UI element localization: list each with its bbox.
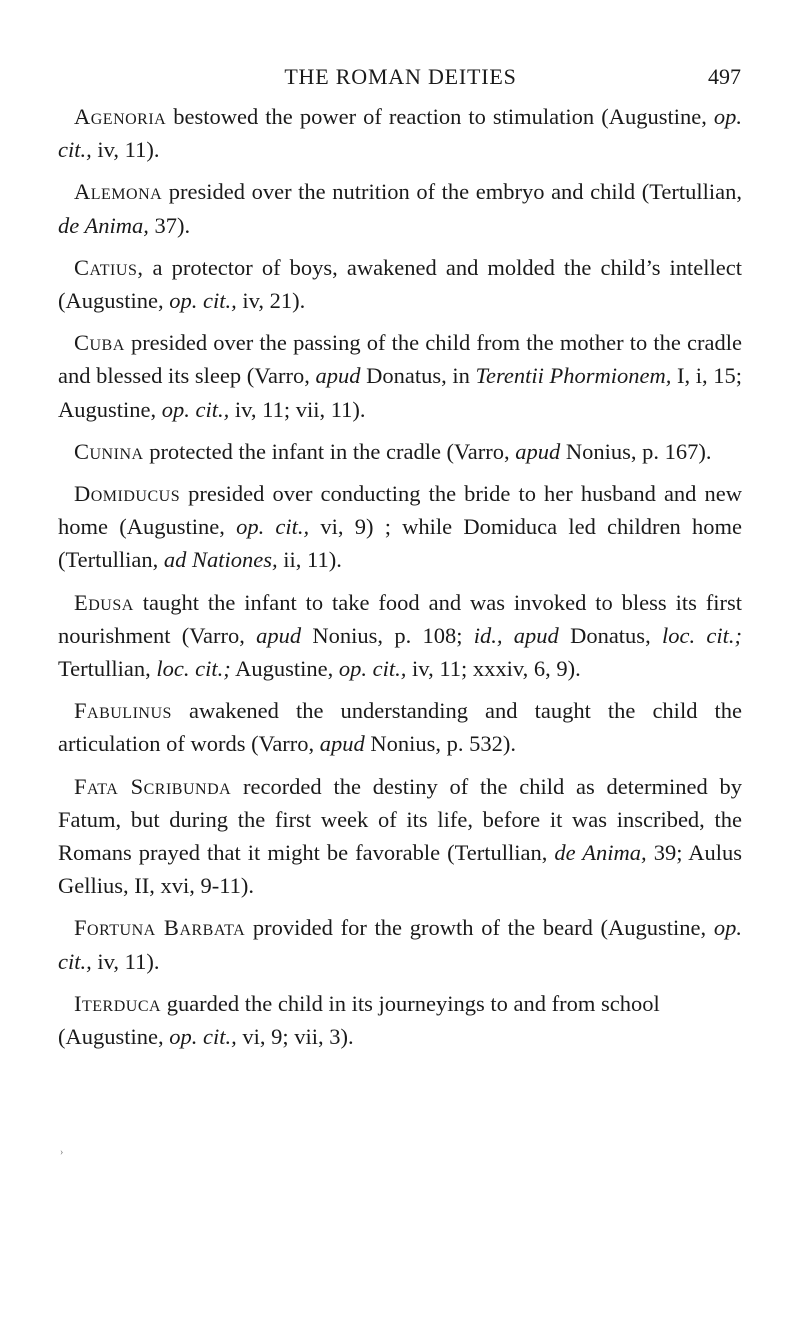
deity-name: Fabulinus (74, 698, 172, 724)
deity-name: Catius, (74, 254, 144, 280)
glossary-body (58, 100, 742, 1062)
entry-text: protected the infant in the cradle (Varro, (143, 438, 516, 464)
glossary-entry (58, 586, 742, 686)
entry-text: provided for the growth of the beard (Augustine, (245, 915, 714, 941)
entry-text: Donatus, in (360, 363, 476, 389)
entry-text: bestowed the power of reaction to stimulation (Augustine, (166, 104, 714, 129)
italic-citation: op. cit., (169, 288, 237, 314)
italic-citation: de Anima, (58, 212, 149, 238)
entry-text: 37). (148, 212, 191, 238)
entry-text: 39; Aulus Gellius, II, xvi, 9-11). (58, 840, 742, 899)
entry-text: guarded the child in its journeyings to and from school (Augustine, (58, 990, 660, 1050)
entry-text: Augustine, (230, 656, 339, 682)
italic-citation: ad Nationes, (163, 547, 278, 573)
entry-text: Tertullian, (58, 656, 157, 682)
glossary-entry (58, 770, 742, 903)
italic-citation: op. cit., (236, 514, 310, 540)
glossary-entry (58, 987, 742, 1053)
entry-text: iv, 11). (91, 137, 160, 163)
italic-citation: de Anima, (554, 840, 647, 866)
entry-text: iv, 11). (91, 948, 160, 974)
entry-text: presided over conducting the bride to her husband and new home (Augustine, (58, 481, 742, 540)
entry-text: vi, 9; vii, 3). (236, 1024, 354, 1050)
deity-name: Fortuna Barbata (74, 915, 246, 941)
deity-name: Iterduca (74, 990, 162, 1016)
italic-citation: apud (315, 363, 361, 389)
italic-citation: op. cit., (58, 104, 742, 163)
italic-citation: apud (515, 438, 561, 464)
entry-text: presided over the nutrition of the embryo and child (Tertullian, (162, 179, 742, 205)
entry-text: iv, 11; vii, 11). (229, 396, 366, 422)
italic-citation: op. cit., (161, 396, 230, 422)
entry-text: Donatus, (558, 622, 662, 648)
glossary-entry (58, 175, 742, 241)
stray-print-mark: › (60, 1147, 64, 1158)
deity-name: Fata Scribunda (74, 773, 232, 799)
page-number: 497 (708, 64, 741, 89)
italic-citation: op. cit., (169, 1024, 237, 1050)
deity-name: Domiducus (74, 481, 181, 507)
entry-text: vi, 9) ; while Domiduca led children home (Tertullian, (58, 514, 742, 573)
italic-citation: id., apud (473, 622, 559, 648)
italic-citation: loc. cit.; (156, 656, 231, 682)
glossary-entry (58, 326, 742, 426)
italic-citation: loc. cit.; (661, 622, 742, 648)
entry-text: Nonius, p. 532). (364, 731, 517, 757)
glossary-entry (58, 251, 742, 317)
deity-name: Cuba (74, 330, 125, 356)
italic-citation: op. cit., (338, 656, 407, 682)
page-header (0, 62, 801, 98)
deity-name: Alemona (74, 179, 163, 205)
italic-citation: Terentii Phormionem, (475, 363, 672, 389)
entry-text: Nonius, p. 167). (560, 438, 712, 464)
entry-text: I, i, 15; Augustine, (58, 363, 743, 422)
deity-name: Cunina (74, 438, 144, 464)
entry-text: awakened the understanding and taught the child the articulation of words (Varro, (58, 698, 742, 757)
entry-text: a protector of boys, awakened and molded the child’s intellect (Augustine, (58, 254, 742, 314)
italic-citation: apud (319, 731, 365, 757)
running-head: THE ROMAN DEITIES (284, 64, 517, 89)
glossary-entry (58, 911, 742, 977)
glossary-entry (58, 435, 742, 468)
deity-name: Edusa (74, 589, 134, 615)
glossary-entry (58, 100, 742, 166)
entry-text: recorded the destiny of the child as determined by Fatum, but during the first week of its life, before it was inscribed, the Romans prayed that it might be favorable (Tertullian, (58, 773, 742, 866)
entry-text: iv, 21). (236, 288, 306, 314)
glossary-entry (58, 477, 742, 577)
entry-text: ii, 11). (277, 547, 342, 573)
italic-citation: apud (256, 622, 302, 648)
deity-name: Agenoria (74, 104, 167, 129)
entry-text: presided over the passing of the child from the mother to the cradle and blessed its sleep (Varro, (58, 330, 742, 389)
italic-citation: op. cit., (58, 915, 742, 974)
entry-text: iv, 11; xxxiv, 6, 9). (406, 656, 581, 682)
glossary-entry (58, 694, 742, 760)
entry-text: taught the infant to take food and was invoked to bless its first nourishment (Varro, (58, 589, 742, 648)
entry-text: Nonius, p. 108; (301, 622, 474, 648)
